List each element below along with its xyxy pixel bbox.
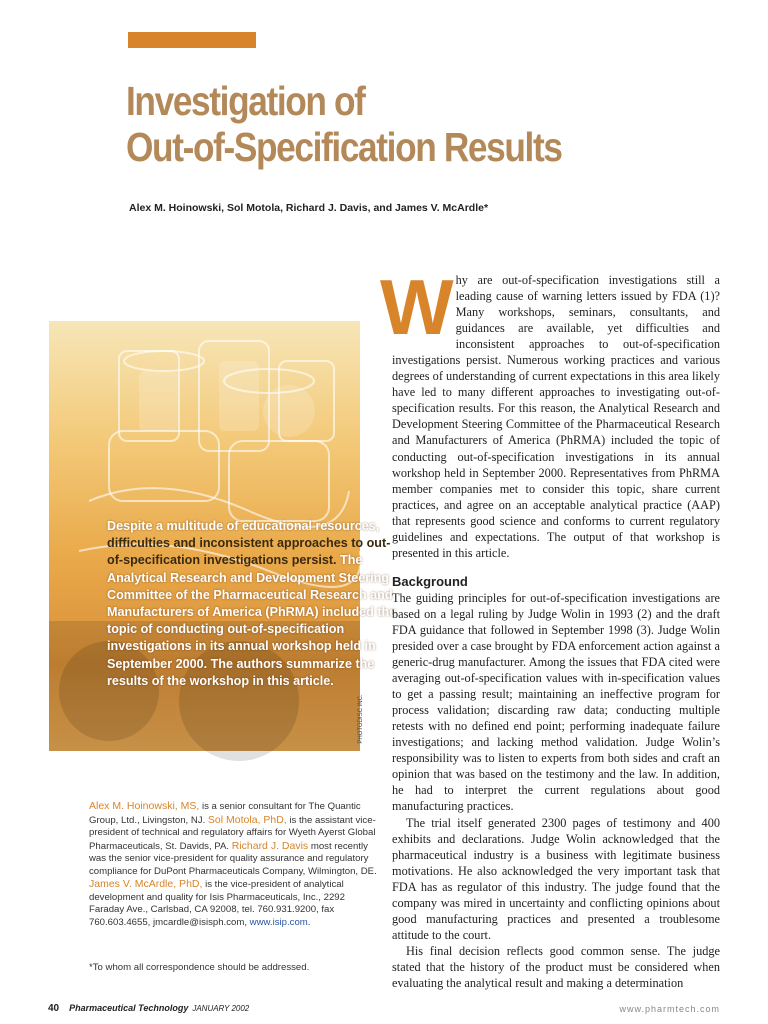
- author-byline: Alex M. Hoinowski, Sol Motola, Richard J. Davis, and James V. McArdle*: [129, 202, 489, 214]
- magazine-name: Pharmaceutical Technology: [69, 1003, 189, 1013]
- article-body: [380, 263, 720, 991]
- drop-cap: W: [380, 263, 454, 351]
- summary-part-3: The Analytical Research and Development Steering Committee of the Pharmaceutical Research and Manufacturers of America (PhRMA) included the topic of conducting out-of-specification investigations in its annual workshop held in September 2000. The authors summarize the results of the workshop in this article.: [107, 553, 397, 688]
- bio-text-3: most recently was the senior vice-president for quality assurance and regulatory compliance for DuPont Pharmaceuticals Company, Wilmington, DE.: [89, 840, 377, 877]
- footer-url[interactable]: www.pharmtech.com: [619, 1004, 720, 1014]
- photo-credit: [356, 690, 366, 752]
- article-title: [126, 78, 562, 170]
- body-paragraph-2: The trial itself generated 2300 pages of testimony and 400 exhibits and declarations. Judge Wolin acknowledged that the pharmaceutical industry is a business with legitimate business motivations. He also acknowledged the very important task that FDA has as regulator of this industry. The judge found that the company was mired in uncertainty and conflicting opinions about good manufacturing practices and presented a troublesome attitude to the court.: [392, 815, 720, 942]
- bio-text-4: is the vice-president of analytical development and quality for Isis Pharmaceuticals, Inc., 2292 Faraday Ave., Carlsbad, CA 92008, tel. 760.931.9200, fax 760.603.4655, jmcardle@isisph.com,: [89, 879, 345, 928]
- article-summary: [107, 518, 397, 690]
- bio-name-2: Sol Motola, PhD,: [207, 813, 287, 826]
- footer-folio: [48, 1003, 249, 1014]
- bio-name-1: Alex M. Hoinowski, MS,: [89, 800, 200, 812]
- bio-end: .: [307, 916, 311, 928]
- intro-text: hy are out-of-specification investigations still a leading cause of warning letters issued by FDA (1)? Many workshops, seminars, consultants, and guidances are available, yet difficulties and inconsistent approaches to out-of-specification investigations persist. Numerous working practices and various degrees of understanding of current expectations in this area likely have led to many different approaches to investigating out-of-specification results. For this reason, the Analytical Research and Development Steering Committee of the Pharmaceutical Research and Manufacturers of America (PhRMA) included the topic of conducting out-of-specification investigations in its annual workshop held in September 2000. Representatives from PhRMA member companies met to consider this topic, share current practices, and agree on an acceptable analytical practice (AAP) that represents good science and conforms to current regulatory guidelines and expectations. The output of that workshop is presented in this article.: [392, 273, 720, 560]
- summary-part-2: difficulties and inconsistent approaches to out-of-specification investigations persist.: [107, 536, 391, 568]
- author-bios: [89, 800, 379, 929]
- bio-text-1: is a senior consultant for The Quantic Group, Ltd., Livingston, NJ.: [89, 801, 361, 826]
- isis-website-link[interactable]: www.isip.com: [249, 916, 308, 928]
- body-paragraph-3: His final decision reflects good common sense. The judge stated that the history of the product must be considered when evaluating the analytical result and making a determination: [392, 943, 720, 990]
- page-number: 40: [48, 1003, 60, 1014]
- correspondence-footnote: *To whom all correspondence should be addressed.: [89, 962, 310, 973]
- section-heading-background: Background: [392, 573, 468, 589]
- accent-bar: [128, 32, 256, 48]
- photo-credit-text: PHOTODISC INC.: [358, 694, 364, 744]
- bio-name-3: Richard J. Davis: [231, 839, 309, 852]
- intro-paragraph: [380, 263, 720, 561]
- bio-text-2: is the assistant vice-president of technical and regulatory affairs for Wyeth Ayerst Global Pharmaceuticals, St. Davids, PA.: [89, 814, 376, 852]
- title-line-1: Investigation of: [126, 78, 365, 124]
- bio-name-4: James V. McArdle, PhD,: [89, 878, 203, 890]
- body-paragraph-1: The guiding principles for out-of-specification investigations are based on a legal ruling by Judge Wolin in 1993 (2) and the draft FDA guidance that followed in September 1998 (3). Judge Wolin presided over a case brought by FDA enforcement action against a generic-drug manufacturer. Among the issues that FDA cited were averaging out-of-specification values with in-specification values to get a passing result; maintaining an ineffective program for process validation; discarding raw data; conducting multiple retests with no defined end point; performing inadequate failure investigations; and lacking method validation. Judge Wolin’s responsibility was to listen to experts from both sides and craft an opinion that was based on the testimony and the law. In addition, he had to interpret the current regulations about good manufacturing practices.: [392, 590, 720, 814]
- summary-part-1: Despite a multitude of educational resources,: [107, 519, 380, 533]
- issue-date: JANUARY 2002: [192, 1004, 250, 1013]
- title-line-2: Out-of-Specification Results: [126, 124, 562, 170]
